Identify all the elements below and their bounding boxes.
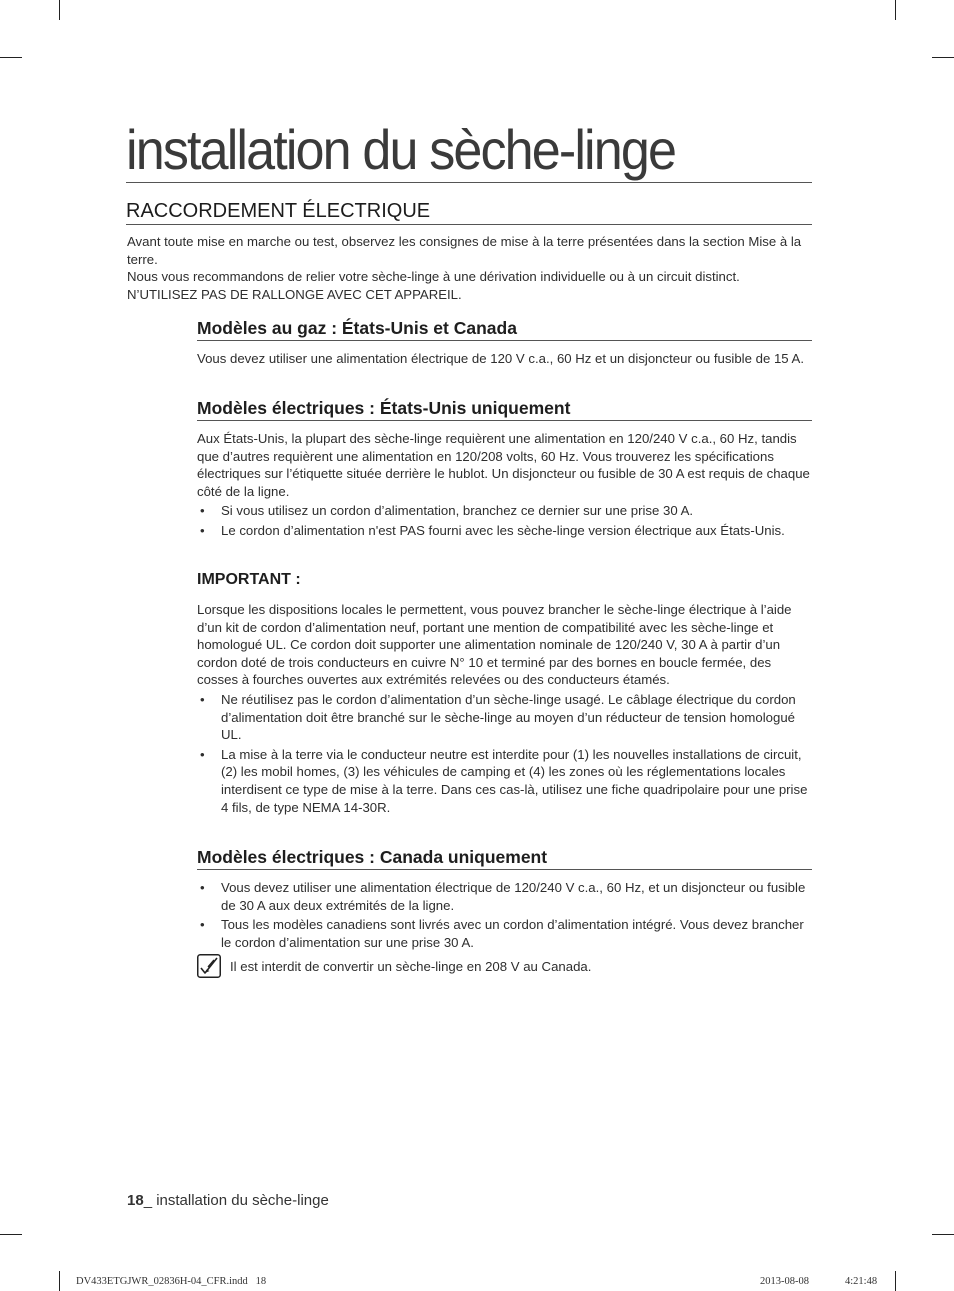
paragraph: Lorsque les dispositions locales le permettent, vous pouvez brancher le sèche-linge électrique à l’aide d’un kit de cordon d’alimentation neuf, portant une mention de compatibilité avec les sèche-linge et homologué UL. Ce cordon doit supporter une alimentation nominale de 120/240 V, 30 A à partir d’un cordon doté de trois conducteurs en cuivre N° 10 et terminé par des bornes en boucle fermée, des cosses à fourches ouvertes aux extrémités relevées ou des conducteurs étamés.: [197, 602, 792, 688]
note-text: Il est interdit de convertir un sèche-linge en 208 V au Canada.: [230, 959, 592, 974]
list-item: • La mise à la terre via le conducteur neutre est interdite pour (1) les nouvelles installations de circuit, (2) les mobil homes, (3) les véhicules de camping et (4) les zones où les réglementations locales interdisent ce type de mise à la terre. Dans ces cas-là, utilisez une fiche quadripolaire pour une prise 4 fils, de type NEMA 14-30R.: [197, 746, 812, 816]
crop-mark: [932, 1234, 954, 1235]
crop-mark: [0, 1234, 22, 1235]
slug-file: DV433ETGJWR_02836H-04_CFR.indd 18: [76, 1276, 267, 1287]
electric-canada-text: [197, 879, 812, 953]
intro-paragraph: Avant toute mise en marche ou test, observez les consignes de mise à la terre présentées dans la section Mise à la terre.: [127, 234, 802, 267]
list-item: • Le cordon d’alimentation n'est PAS fourni avec les sèche-linge version électrique aux États-Unis.: [197, 522, 812, 540]
crop-mark: [932, 57, 954, 58]
bullet-list: [197, 691, 812, 816]
slug-time: 4:21:48: [845, 1276, 878, 1287]
gas-models-text: [197, 350, 812, 368]
crop-mark: [0, 57, 22, 58]
page-number: 18: [127, 1192, 144, 1209]
crop-mark: [895, 0, 896, 20]
note: [197, 954, 812, 980]
subheading-gas-models: Modèles au gaz : États-Unis et Canada: [197, 317, 812, 341]
paragraph: Aux États-Unis, la plupart des sèche-linge requièrent une alimentation en 120/240 V c.a., 60 Hz, tandis que d’autres requièrent une alimentation en 120/208 volts, 60 Hz. Vous trouverez les spécifications électriques sur l’étiquette située derrière le hublot. Un disjoncteur ou fusible de 30 A est requis de chaque côté de la ligne.: [197, 431, 810, 499]
bullet-list: [197, 879, 812, 951]
subheading-important: IMPORTANT :: [197, 571, 301, 588]
intro-text: [127, 233, 812, 303]
crop-mark: [59, 0, 60, 20]
section-heading: RACCORDEMENT ÉLECTRIQUE: [126, 199, 812, 225]
page-footer: [127, 1192, 329, 1209]
footer-label: _ installation du sèche-linge: [143, 1192, 329, 1209]
list-item: • Vous devez utiliser une alimentation électrique de 120/240 V c.a., 60 Hz, et un disjoncteur ou fusible de 30 A aux deux extrémités de la ligne.: [197, 879, 812, 914]
important-text: [197, 601, 812, 818]
list-item: • Ne réutilisez pas le cordon d’alimentation d’un sèche-linge usagé. Le câblage électrique du cordon d’alimentation doit être branché sur le sèche-linge au moyen d’un réducteur de tension homologué UL.: [197, 691, 812, 744]
crop-mark: [895, 1271, 896, 1291]
list-item: • Si vous utilisez un cordon d’alimentation, branchez ce dernier sur une prise 30 A.: [197, 502, 812, 520]
page-title: installation du sèche-linge: [126, 118, 812, 183]
bullet-list: [197, 502, 812, 539]
note-pencil-icon: [197, 954, 221, 978]
subheading-electric-canada: Modèles électriques : Canada uniquement: [197, 846, 812, 870]
list-item: • Tous les modèles canadiens sont livrés avec un cordon d’alimentation intégré. Vous devez brancher le cordon d’alimentation sur une prise 30 A.: [197, 916, 812, 951]
intro-paragraph: Nous vous recommandons de relier votre sèche-linge à une dérivation individuelle ou à un circuit distinct. N’UTILISEZ PAS DE RALLONGE AVEC CET APPAREIL.: [127, 269, 740, 302]
paragraph: Vous devez utiliser une alimentation électrique de 120 V c.a., 60 Hz et un disjoncteur ou fusible de 15 A.: [197, 351, 805, 366]
crop-mark: [59, 1271, 60, 1291]
slug-date: 2013-08-08: [760, 1276, 809, 1287]
subheading-electric-us: Modèles électriques : États-Unis uniquement: [197, 397, 812, 421]
electric-us-text: [197, 430, 812, 542]
